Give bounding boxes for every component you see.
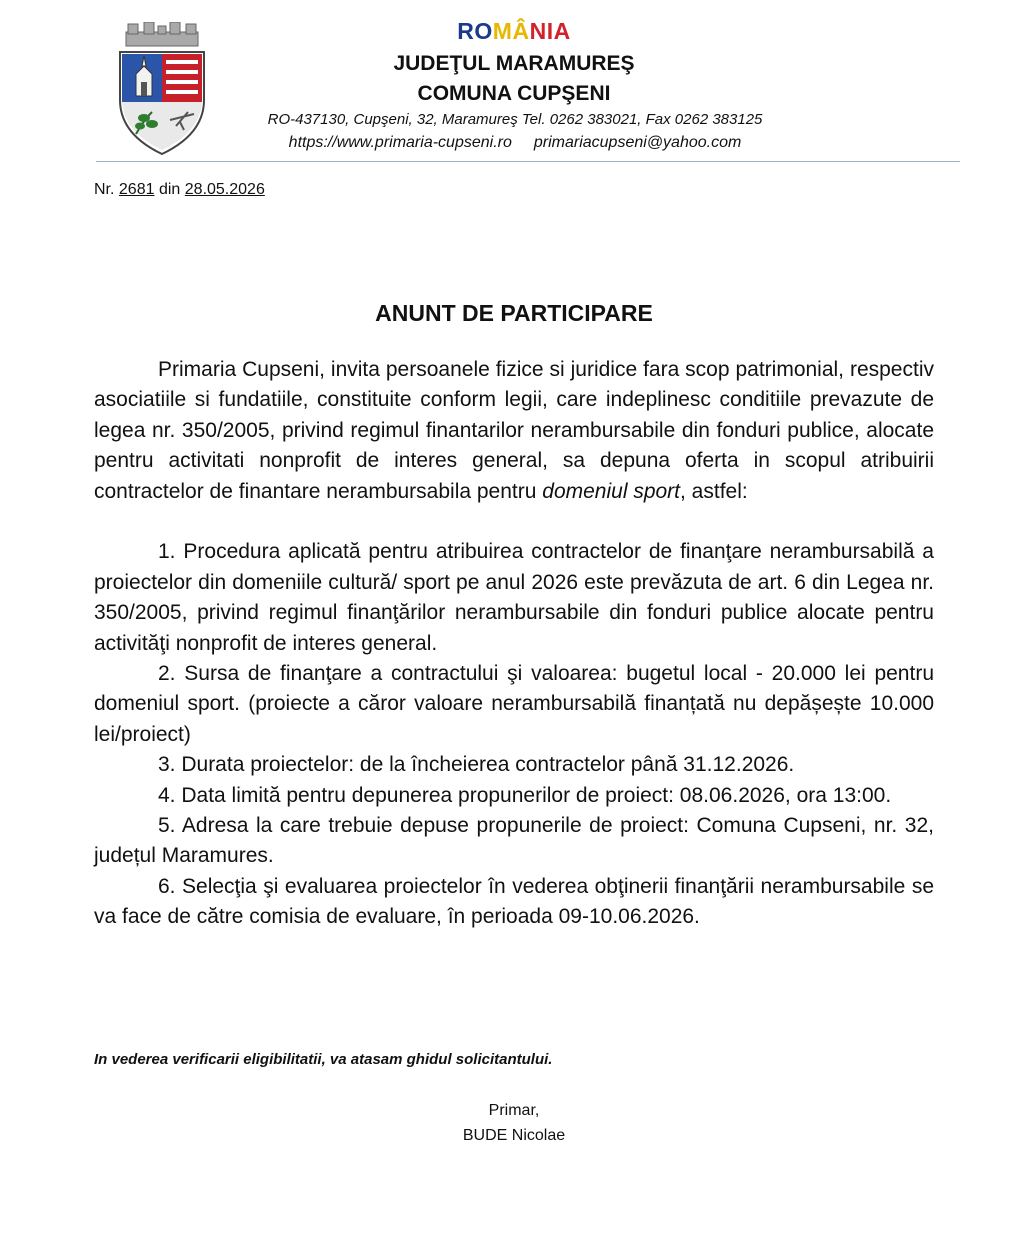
coat-of-arms-icon [114,22,210,156]
institution-address: RO-437130, Cupşeni, 32, Maramureş Tel. 0262 383021, Fax 0262 383125 [267,111,763,128]
reg-date: 28.05.2026 [184,181,265,198]
document-title: ANUNT DE PARTICIPARE [375,300,653,326]
eligibility-note: In vederea verificarii eligibilitatii, va atasam ghidul solicitantului. [94,1051,553,1068]
contact-line [250,134,780,152]
list-item: 1. Procedura aplicată pentru atribuirea contractelor de finanţare nerambursabilă a proiectelor din domeniile cultură/ sport pe anul 2026 este prevăzuta de art. 6 din Legea nr. 350/2005, privind regimul finanţărilor nerambursabile din fonduri publice alocate pentru activităţi nonprofit de interes general. [94,540,934,655]
reg-number: 2681 [118,181,155,198]
country-name [300,18,728,45]
country-part-yellow: MÂ [492,18,530,44]
list-item: 5. Adresa la care trebuie depuse propunerile de proiect: Comuna Cupseni, nr. 32, județul Maramures. [94,814,934,868]
list-item: 2. Sursa de finanţare a contractului şi valoarea: bugetul local - 20.000 lei pentru domeniul sport. (proiecte a căror valoare nerambursabilă finanțată nu depășește 10.000 lei/proiect) [94,662,934,746]
email-link[interactable]: primariacupseni@yahoo.com [533,134,742,151]
header-divider [96,161,960,162]
intro-paragraph [94,355,934,507]
intro-text-end: , astfel: [680,479,748,503]
list-item: 4. Data limită pentru depunerea propunerilor de proiect: 08.06.2026, ora 13:00. [158,783,892,807]
letterhead [0,0,1010,170]
signature-block [414,1098,614,1148]
signature-role: Primar, [488,1102,540,1119]
intro-text: Primaria Cupseni, invita persoanele fizice si juridice fara scop patrimonial, respectiv asociatiile si fundatiile, constituite conform legii, care indeplinesc conditiile prevazute de legea nr. 350/2005, privind regimul finantarilor nerambursabile din fonduri publice, alocate pentru activitati nonprofit de interes general, sa depuna oferta in scopul atribuirii contractelor de finantare nerambursabila pentru [94,358,934,503]
reg-prefix: Nr. [94,181,115,198]
commune-name: COMUNA CUPŞENI [417,82,611,105]
intro-italic: domeniul sport [542,479,681,503]
country-part-red: NIA [529,18,571,44]
list-item: 6. Selecţia şi evaluarea proiectelor în vederea obţinerii finanţării nerambursabile se va face de către comisia de evaluare, în perioada 09-10.06.2026. [94,874,934,929]
country-part-blue: RO [457,18,493,44]
signature-name: BUDE Nicolae [462,1127,566,1144]
document-body [94,355,934,933]
registration-number [94,181,265,199]
county-name: JUDEŢUL MARAMUREŞ [393,52,635,75]
reg-middle: din [158,181,181,198]
website-link[interactable]: https://www.primaria-cupseni.ro [288,134,512,151]
list-item: 3. Durata proiectelor: de la încheierea contractelor până 31.12.2026. [158,753,795,777]
